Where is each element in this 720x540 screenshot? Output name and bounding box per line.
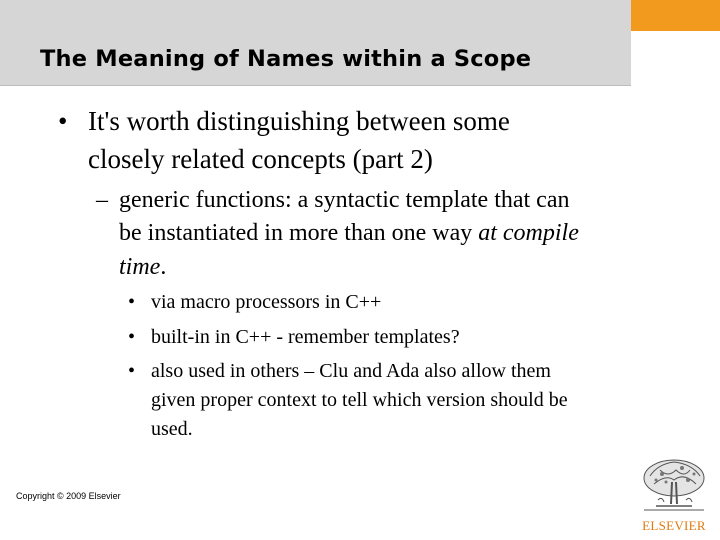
emphasis-text: at compile xyxy=(478,220,579,246)
bullet-text: also used in others – Clu and Ada also allow them xyxy=(151,360,551,382)
bullet-text-line xyxy=(119,218,579,249)
accent-bar-orange xyxy=(631,0,720,31)
emphasis-text: time xyxy=(119,254,161,280)
bullet-mark: • xyxy=(128,360,136,382)
title-bar xyxy=(0,0,631,86)
text-run: be instantiated in more than one way xyxy=(119,220,479,246)
dash-mark: – xyxy=(96,187,108,213)
bullet-mark: • xyxy=(128,326,136,348)
bullet-text: generic functions: a syntactic template that can xyxy=(119,187,570,213)
slide-title: The Meaning of Names within a Scope xyxy=(40,46,532,72)
bullet-text-line xyxy=(119,252,166,283)
elsevier-logo xyxy=(636,456,712,536)
copyright-notice: Copyright © 2009 Elsevier xyxy=(16,491,121,501)
bullet-text: It's worth distinguishing between some xyxy=(88,106,510,136)
text-run: . xyxy=(160,254,167,280)
accent-block xyxy=(631,31,720,85)
bullet-text: used. xyxy=(151,418,193,440)
bullet-mark: • xyxy=(128,291,136,313)
elsevier-wordmark: ELSEVIER xyxy=(642,518,706,533)
bullet-text: via macro processors in C++ xyxy=(151,291,382,313)
bullet-text: given proper context to tell which version should be xyxy=(151,389,568,411)
bullet-text: closely related concepts (part 2) xyxy=(88,144,433,174)
bullet-text: built-in in C++ - remember templates? xyxy=(151,326,460,348)
tree-icon xyxy=(636,456,712,516)
bullet-mark: • xyxy=(58,106,68,136)
